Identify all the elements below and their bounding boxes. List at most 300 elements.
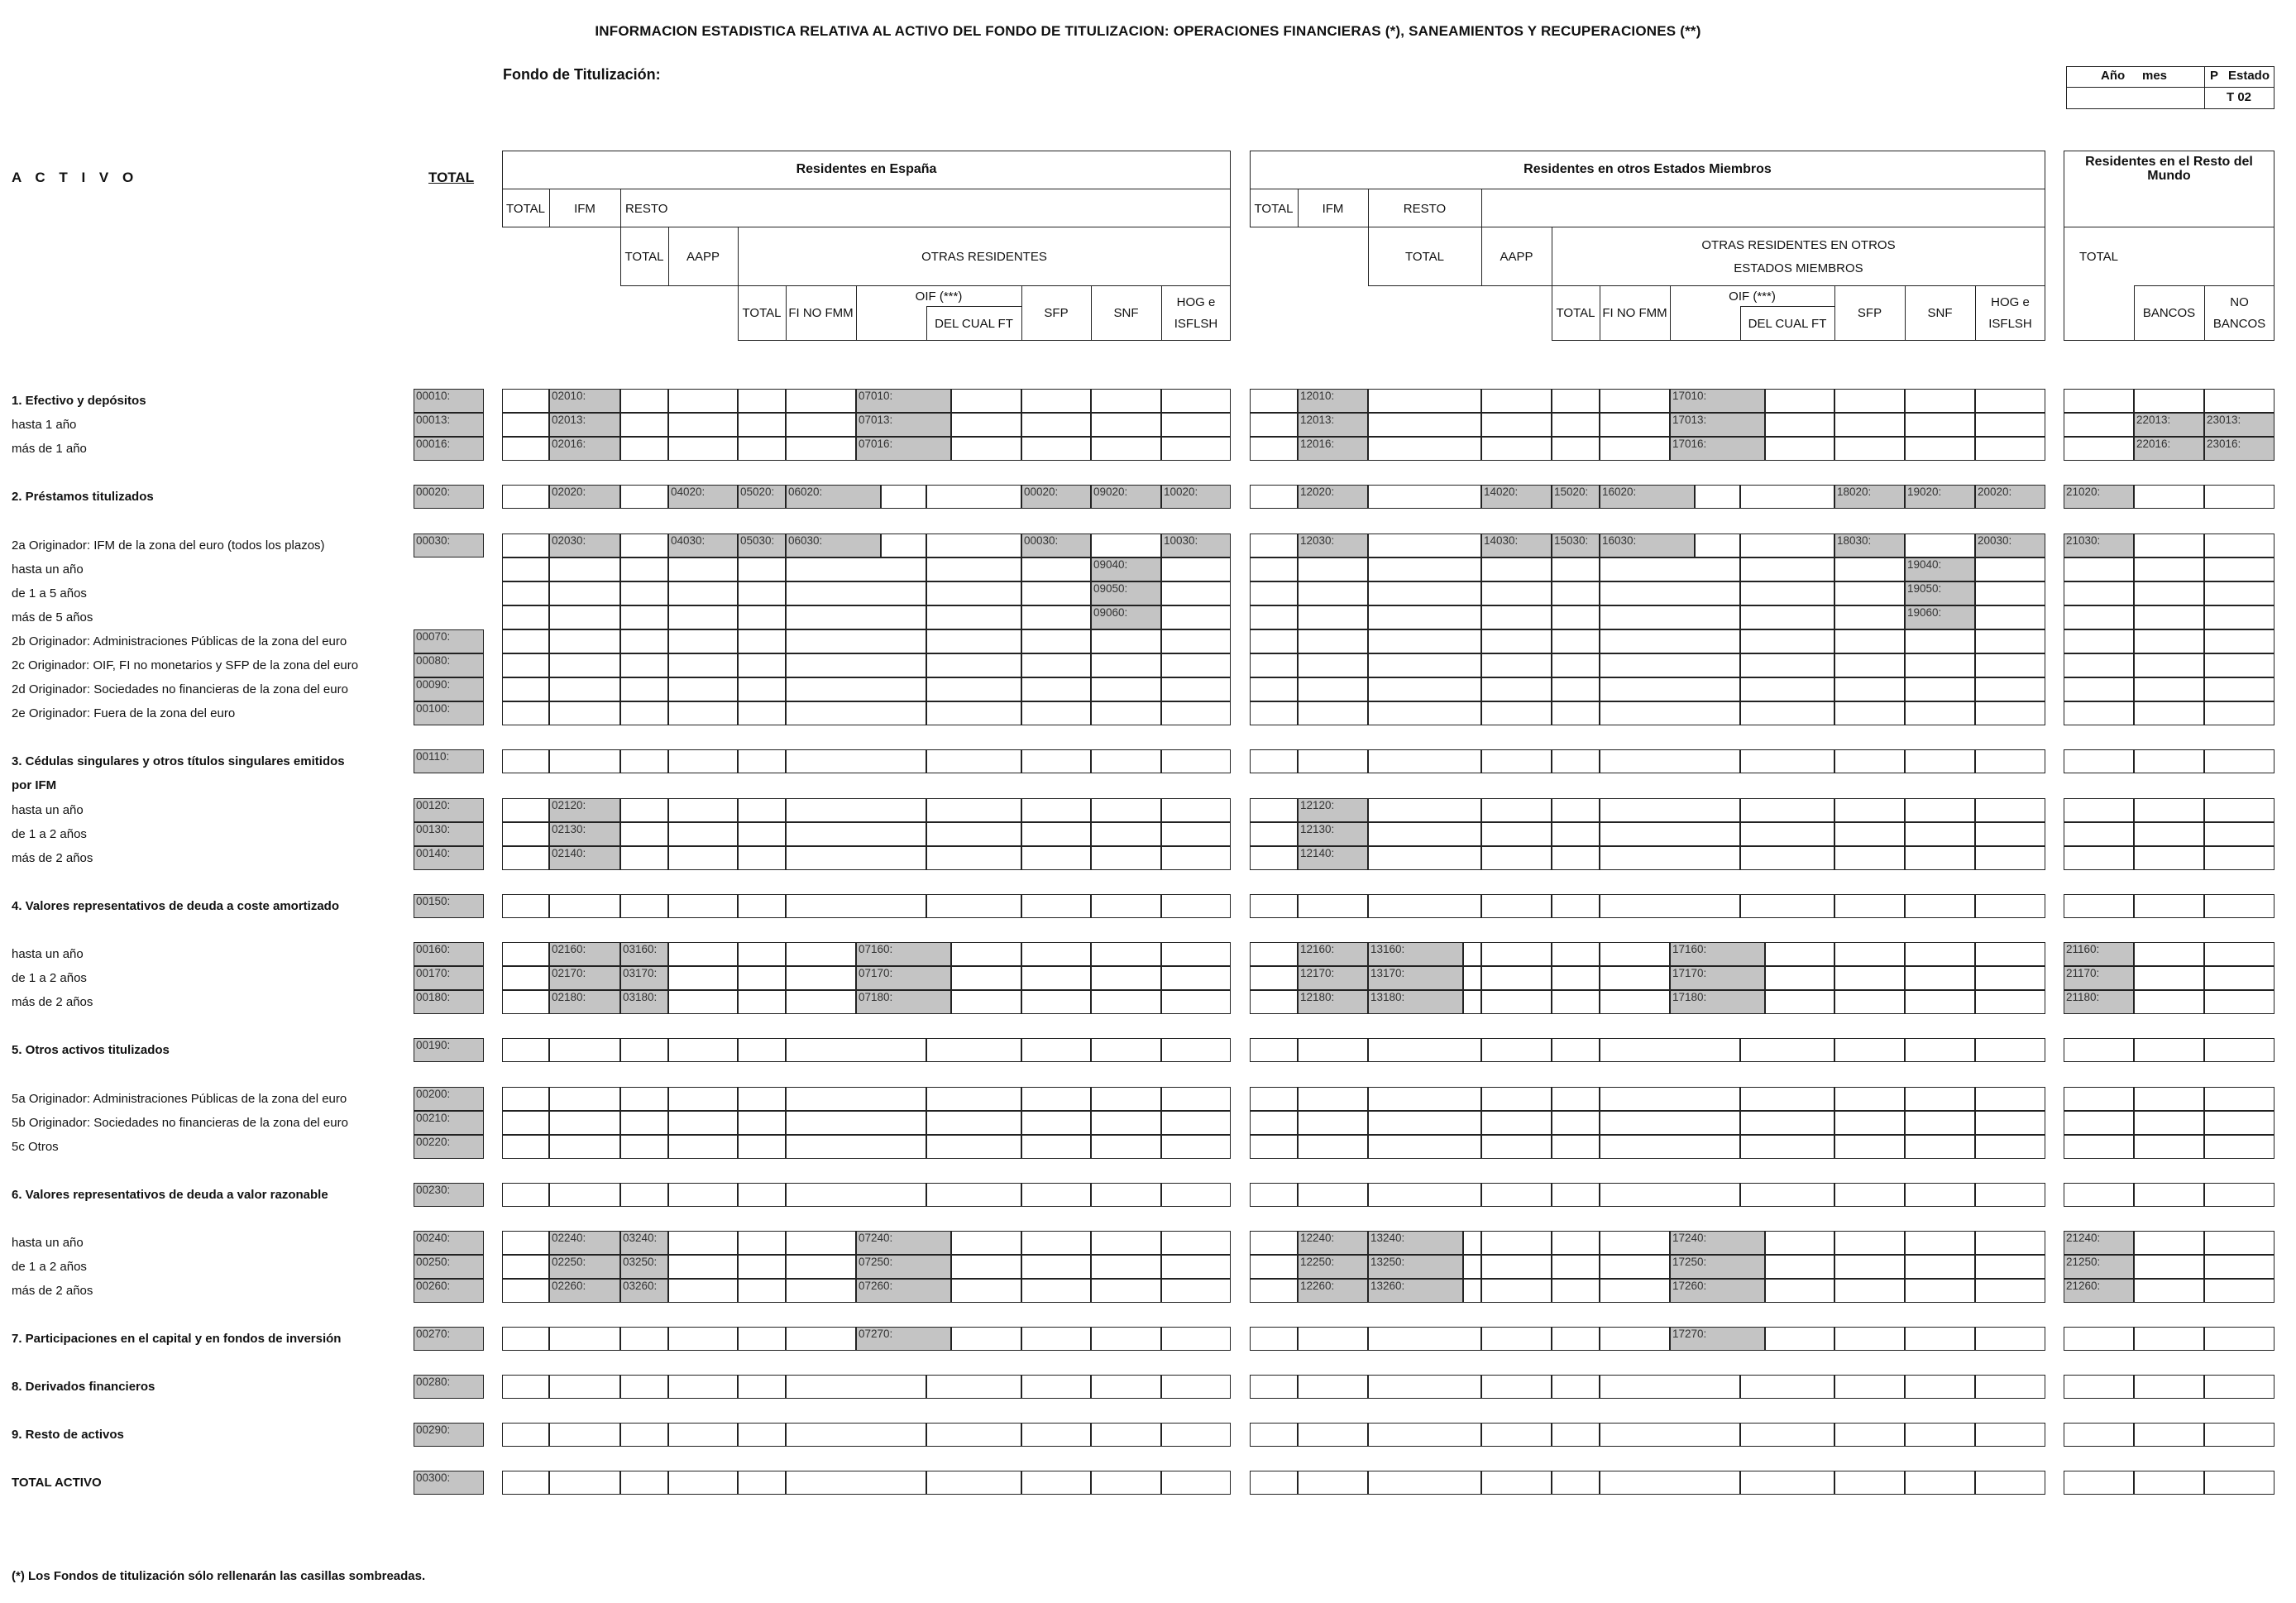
form-cell[interactable]	[786, 942, 856, 966]
form-cell[interactable]	[1161, 605, 1231, 629]
form-cell[interactable]	[2064, 1183, 2134, 1207]
form-cell[interactable]	[620, 822, 668, 846]
form-cell[interactable]	[926, 629, 1021, 653]
row-code-cell[interactable]: 00130:	[414, 822, 484, 846]
form-cell[interactable]: 23016:	[2204, 437, 2274, 461]
form-cell[interactable]: 15020:	[1552, 485, 1600, 509]
form-cell[interactable]	[1600, 653, 1740, 677]
form-cell[interactable]	[668, 413, 738, 437]
form-cell[interactable]: 13160:	[1368, 942, 1463, 966]
form-cell[interactable]	[1740, 1087, 1834, 1111]
form-cell[interactable]	[1298, 1471, 1368, 1495]
form-cell[interactable]	[1250, 798, 1298, 822]
form-cell[interactable]: 19020:	[1905, 485, 1975, 509]
form-cell[interactable]	[1368, 629, 1481, 653]
form-cell[interactable]	[2064, 605, 2134, 629]
row-code-cell[interactable]: 00150:	[414, 894, 484, 918]
form-cell[interactable]	[1834, 846, 1905, 870]
form-cell[interactable]	[1600, 894, 1740, 918]
form-cell[interactable]	[620, 894, 668, 918]
form-cell[interactable]: 17010:	[1670, 389, 1765, 413]
form-cell[interactable]	[1250, 1423, 1298, 1447]
form-cell[interactable]	[1250, 942, 1298, 966]
form-cell[interactable]: 12020:	[1298, 485, 1368, 509]
form-cell[interactable]	[1368, 1375, 1481, 1399]
form-cell[interactable]	[1091, 846, 1161, 870]
form-cell[interactable]	[786, 749, 926, 773]
form-cell[interactable]	[668, 677, 738, 701]
form-cell[interactable]	[1368, 894, 1481, 918]
form-cell[interactable]	[1975, 1135, 2045, 1159]
form-cell[interactable]: 02020:	[549, 485, 620, 509]
form-cell[interactable]: 16020:	[1600, 485, 1695, 509]
form-cell[interactable]	[786, 990, 856, 1014]
form-cell[interactable]	[1975, 822, 2045, 846]
form-cell[interactable]	[1161, 749, 1231, 773]
form-cell[interactable]: 22016:	[2134, 437, 2204, 461]
form-cell[interactable]	[1481, 846, 1552, 870]
form-cell[interactable]	[549, 1375, 620, 1399]
form-cell[interactable]	[1740, 1183, 1834, 1207]
form-cell[interactable]: 05020:	[738, 485, 786, 509]
form-cell[interactable]	[549, 1471, 620, 1495]
form-cell[interactable]: 17270:	[1670, 1327, 1765, 1351]
form-cell[interactable]	[1600, 1423, 1740, 1447]
form-cell[interactable]	[1600, 677, 1740, 701]
form-cell[interactable]	[1091, 990, 1161, 1014]
row-code-cell[interactable]: 00210:	[414, 1111, 484, 1135]
form-cell[interactable]	[1481, 990, 1552, 1014]
form-cell[interactable]	[1600, 1231, 1670, 1255]
form-cell[interactable]	[620, 629, 668, 653]
form-cell[interactable]	[738, 822, 786, 846]
row-code-cell[interactable]: 00270:	[414, 1327, 484, 1351]
form-cell[interactable]	[1695, 485, 1740, 509]
form-cell[interactable]	[738, 1087, 786, 1111]
form-cell[interactable]	[926, 1375, 1021, 1399]
form-cell[interactable]	[951, 990, 1021, 1014]
form-cell[interactable]	[786, 605, 926, 629]
form-cell[interactable]	[1834, 605, 1905, 629]
form-cell[interactable]	[1765, 413, 1834, 437]
form-cell[interactable]	[2064, 677, 2134, 701]
form-cell[interactable]: 12140:	[1298, 846, 1368, 870]
form-cell[interactable]	[2134, 1111, 2204, 1135]
form-cell[interactable]	[786, 1279, 856, 1303]
form-cell[interactable]	[951, 389, 1021, 413]
form-cell[interactable]	[668, 1279, 738, 1303]
form-cell[interactable]	[738, 437, 786, 461]
form-cell[interactable]	[2204, 581, 2274, 605]
form-cell[interactable]: 12250:	[1298, 1255, 1368, 1279]
form-cell[interactable]	[2204, 1327, 2274, 1351]
form-cell[interactable]: 21180:	[2064, 990, 2134, 1014]
form-cell[interactable]	[549, 1183, 620, 1207]
form-cell[interactable]	[2064, 894, 2134, 918]
form-cell[interactable]	[668, 1135, 738, 1159]
form-cell[interactable]	[502, 822, 549, 846]
form-cell[interactable]	[1834, 437, 1905, 461]
form-cell[interactable]	[1740, 557, 1834, 581]
form-cell[interactable]	[1552, 1111, 1600, 1135]
form-cell[interactable]	[1552, 1183, 1600, 1207]
form-cell[interactable]	[2134, 1327, 2204, 1351]
form-cell[interactable]	[502, 942, 549, 966]
form-cell[interactable]	[1905, 653, 1975, 677]
form-cell[interactable]	[1905, 1038, 1975, 1062]
form-cell[interactable]	[1161, 437, 1231, 461]
form-cell[interactable]: 07013:	[856, 413, 951, 437]
form-cell[interactable]: 22013:	[2134, 413, 2204, 437]
form-cell[interactable]	[1250, 1231, 1298, 1255]
form-cell[interactable]	[502, 437, 549, 461]
form-cell[interactable]	[1021, 1183, 1091, 1207]
form-cell[interactable]	[786, 653, 926, 677]
form-cell[interactable]	[951, 1327, 1021, 1351]
form-cell[interactable]: 17180:	[1670, 990, 1765, 1014]
form-cell[interactable]	[549, 701, 620, 725]
form-cell[interactable]	[1091, 894, 1161, 918]
form-cell[interactable]	[1091, 1183, 1161, 1207]
form-cell[interactable]	[1368, 557, 1481, 581]
form-cell[interactable]	[1298, 1183, 1368, 1207]
form-cell[interactable]	[1368, 653, 1481, 677]
form-cell[interactable]: 12160:	[1298, 942, 1368, 966]
form-cell[interactable]	[738, 389, 786, 413]
form-cell[interactable]	[926, 1038, 1021, 1062]
form-cell[interactable]	[2134, 1087, 2204, 1111]
form-cell[interactable]	[951, 1255, 1021, 1279]
form-cell[interactable]: 07240:	[856, 1231, 951, 1255]
form-cell[interactable]	[1834, 990, 1905, 1014]
form-cell[interactable]	[1091, 653, 1161, 677]
form-cell[interactable]: 02010:	[549, 389, 620, 413]
form-cell[interactable]	[2134, 1471, 2204, 1495]
form-cell[interactable]	[926, 1111, 1021, 1135]
form-cell[interactable]	[1161, 846, 1231, 870]
form-cell[interactable]	[668, 1327, 738, 1351]
form-cell[interactable]	[1250, 1111, 1298, 1135]
form-cell[interactable]: 02260:	[549, 1279, 620, 1303]
form-cell[interactable]	[1905, 846, 1975, 870]
form-cell[interactable]	[1552, 557, 1600, 581]
form-cell[interactable]	[951, 942, 1021, 966]
form-cell[interactable]: 02016:	[549, 437, 620, 461]
form-cell[interactable]: 02130:	[549, 822, 620, 846]
form-cell[interactable]	[2134, 389, 2204, 413]
form-cell[interactable]	[786, 894, 926, 918]
row-code-cell[interactable]: 00030:	[414, 534, 484, 557]
form-cell[interactable]	[1481, 1087, 1552, 1111]
form-cell[interactable]	[1091, 749, 1161, 773]
form-cell[interactable]	[1552, 437, 1600, 461]
form-cell[interactable]	[1298, 701, 1368, 725]
form-cell[interactable]	[1834, 1231, 1905, 1255]
row-code-cell[interactable]: 00110:	[414, 749, 484, 773]
form-cell[interactable]	[1600, 437, 1670, 461]
form-cell[interactable]	[2064, 581, 2134, 605]
form-cell[interactable]	[668, 894, 738, 918]
form-cell[interactable]	[1368, 1135, 1481, 1159]
form-cell[interactable]	[1298, 1375, 1368, 1399]
form-cell[interactable]	[1975, 1183, 2045, 1207]
form-cell[interactable]	[1834, 1327, 1905, 1351]
form-cell[interactable]: 10020:	[1161, 485, 1231, 509]
form-cell[interactable]	[1552, 413, 1600, 437]
form-cell[interactable]	[1298, 749, 1368, 773]
form-cell[interactable]	[620, 701, 668, 725]
form-cell[interactable]	[1463, 1279, 1481, 1303]
form-cell[interactable]	[2064, 437, 2134, 461]
form-cell[interactable]: 17260:	[1670, 1279, 1765, 1303]
form-cell[interactable]	[1368, 1423, 1481, 1447]
form-cell[interactable]	[1765, 942, 1834, 966]
form-cell[interactable]	[620, 798, 668, 822]
form-cell[interactable]	[1250, 605, 1298, 629]
form-cell[interactable]	[2134, 966, 2204, 990]
form-cell[interactable]	[1463, 1231, 1481, 1255]
form-cell[interactable]	[2134, 1423, 2204, 1447]
form-cell[interactable]	[881, 485, 926, 509]
row-code-cell[interactable]: 00250:	[414, 1255, 484, 1279]
form-cell[interactable]: 07010:	[856, 389, 951, 413]
form-cell[interactable]	[1975, 1231, 2045, 1255]
form-cell[interactable]	[1250, 1183, 1298, 1207]
form-cell[interactable]	[1834, 1471, 1905, 1495]
form-cell[interactable]	[1600, 1327, 1670, 1351]
form-cell[interactable]	[549, 1327, 620, 1351]
form-cell[interactable]	[1368, 1327, 1481, 1351]
form-cell[interactable]: 13180:	[1368, 990, 1463, 1014]
form-cell[interactable]	[1552, 966, 1600, 990]
form-cell[interactable]	[1600, 798, 1740, 822]
form-cell[interactable]	[1368, 485, 1481, 509]
form-cell[interactable]	[1021, 798, 1091, 822]
form-cell[interactable]	[1021, 1087, 1091, 1111]
form-cell[interactable]	[1740, 822, 1834, 846]
form-cell[interactable]	[1021, 389, 1091, 413]
form-cell[interactable]	[1905, 894, 1975, 918]
form-cell[interactable]	[1021, 1423, 1091, 1447]
row-code-cell[interactable]: 00280:	[414, 1375, 484, 1399]
form-cell[interactable]: 18030:	[1834, 534, 1905, 557]
form-cell[interactable]	[502, 605, 549, 629]
form-cell[interactable]	[1250, 990, 1298, 1014]
form-cell[interactable]	[738, 798, 786, 822]
form-cell[interactable]	[786, 1231, 856, 1255]
form-cell[interactable]	[1695, 534, 1740, 557]
form-cell[interactable]	[1481, 1375, 1552, 1399]
form-cell[interactable]	[1765, 1327, 1834, 1351]
form-cell[interactable]	[1021, 437, 1091, 461]
form-cell[interactable]: 12180:	[1298, 990, 1368, 1014]
row-code-cell[interactable]: 00230:	[414, 1183, 484, 1207]
form-cell[interactable]	[502, 1183, 549, 1207]
form-cell[interactable]: 05030:	[738, 534, 786, 557]
form-cell[interactable]	[951, 1231, 1021, 1255]
form-cell[interactable]	[502, 557, 549, 581]
form-cell[interactable]	[926, 798, 1021, 822]
form-cell[interactable]	[1021, 629, 1091, 653]
form-cell[interactable]	[1481, 413, 1552, 437]
form-cell[interactable]	[2134, 1183, 2204, 1207]
form-cell[interactable]	[1740, 629, 1834, 653]
form-cell[interactable]	[668, 1111, 738, 1135]
form-cell[interactable]	[1481, 605, 1552, 629]
form-cell[interactable]	[1600, 701, 1740, 725]
form-cell[interactable]	[1834, 1279, 1905, 1303]
form-cell[interactable]: 02030:	[549, 534, 620, 557]
form-cell[interactable]	[1834, 629, 1905, 653]
form-cell[interactable]	[1091, 1135, 1161, 1159]
form-cell[interactable]	[786, 1375, 926, 1399]
form-cell[interactable]: 17160:	[1670, 942, 1765, 966]
form-cell[interactable]	[668, 822, 738, 846]
form-cell[interactable]	[1552, 1423, 1600, 1447]
form-cell[interactable]	[738, 1279, 786, 1303]
form-cell[interactable]: 19050:	[1905, 581, 1975, 605]
form-cell[interactable]	[549, 1423, 620, 1447]
row-code-cell[interactable]: 00070:	[414, 629, 484, 653]
form-cell[interactable]	[2064, 1471, 2134, 1495]
form-cell[interactable]	[502, 894, 549, 918]
form-cell[interactable]: 02180:	[549, 990, 620, 1014]
form-cell[interactable]	[620, 1183, 668, 1207]
form-cell[interactable]	[1834, 1255, 1905, 1279]
row-code-cell[interactable]: 00190:	[414, 1038, 484, 1062]
form-cell[interactable]	[1600, 389, 1670, 413]
form-cell[interactable]	[1834, 701, 1905, 725]
form-cell[interactable]	[1091, 701, 1161, 725]
form-cell[interactable]: 13250:	[1368, 1255, 1463, 1279]
form-cell[interactable]	[1161, 677, 1231, 701]
form-cell[interactable]	[1161, 557, 1231, 581]
form-cell[interactable]	[502, 1471, 549, 1495]
form-cell[interactable]	[2204, 1375, 2274, 1399]
form-cell[interactable]: 21240:	[2064, 1231, 2134, 1255]
form-cell[interactable]: 03170:	[620, 966, 668, 990]
form-cell[interactable]	[1091, 629, 1161, 653]
form-cell[interactable]: 03160:	[620, 942, 668, 966]
form-cell[interactable]	[1368, 846, 1481, 870]
form-cell[interactable]	[1250, 846, 1298, 870]
form-cell[interactable]	[1298, 677, 1368, 701]
form-cell[interactable]: 06020:	[786, 485, 881, 509]
form-cell[interactable]	[1481, 1423, 1552, 1447]
form-cell[interactable]	[2064, 557, 2134, 581]
form-cell[interactable]	[1975, 1423, 2045, 1447]
form-cell[interactable]	[926, 1183, 1021, 1207]
form-cell[interactable]	[2204, 1087, 2274, 1111]
form-cell[interactable]	[1463, 990, 1481, 1014]
form-cell[interactable]	[620, 534, 668, 557]
form-cell[interactable]	[1161, 966, 1231, 990]
form-cell[interactable]	[1298, 605, 1368, 629]
form-cell[interactable]	[1975, 1279, 2045, 1303]
form-cell[interactable]	[620, 389, 668, 413]
form-cell[interactable]	[668, 966, 738, 990]
form-cell[interactable]	[881, 534, 926, 557]
form-cell[interactable]	[1021, 413, 1091, 437]
form-cell[interactable]	[1161, 1111, 1231, 1135]
form-cell[interactable]	[1368, 1038, 1481, 1062]
form-cell[interactable]	[2204, 798, 2274, 822]
form-cell[interactable]	[1552, 581, 1600, 605]
form-cell[interactable]	[2064, 629, 2134, 653]
form-cell[interactable]	[786, 1111, 926, 1135]
form-cell[interactable]	[1481, 1255, 1552, 1279]
form-cell[interactable]	[1975, 1327, 2045, 1351]
form-cell[interactable]	[926, 534, 1021, 557]
form-cell[interactable]	[2134, 629, 2204, 653]
form-cell[interactable]	[738, 1038, 786, 1062]
form-cell[interactable]	[620, 557, 668, 581]
form-cell[interactable]	[1975, 389, 2045, 413]
form-cell[interactable]	[668, 437, 738, 461]
form-cell[interactable]	[738, 1255, 786, 1279]
form-cell[interactable]	[926, 1471, 1021, 1495]
form-cell[interactable]	[1298, 1135, 1368, 1159]
form-cell[interactable]	[1368, 413, 1481, 437]
form-cell[interactable]	[1091, 1279, 1161, 1303]
form-cell[interactable]	[1552, 1471, 1600, 1495]
form-cell[interactable]	[502, 966, 549, 990]
form-cell[interactable]	[620, 581, 668, 605]
form-cell[interactable]	[502, 1327, 549, 1351]
form-cell[interactable]	[1298, 1423, 1368, 1447]
form-cell[interactable]	[1600, 629, 1740, 653]
row-code-cell[interactable]: 00100:	[414, 701, 484, 725]
form-cell[interactable]	[1834, 749, 1905, 773]
form-cell[interactable]	[2204, 1183, 2274, 1207]
form-cell[interactable]	[2134, 1255, 2204, 1279]
form-cell[interactable]	[1905, 942, 1975, 966]
form-cell[interactable]: 12030:	[1298, 534, 1368, 557]
form-cell[interactable]	[1740, 894, 1834, 918]
form-cell[interactable]	[2204, 1423, 2274, 1447]
form-cell[interactable]	[2064, 413, 2134, 437]
form-cell[interactable]	[1552, 1375, 1600, 1399]
form-cell[interactable]	[926, 1087, 1021, 1111]
form-cell[interactable]	[1975, 1111, 2045, 1135]
form-cell[interactable]	[1091, 1255, 1161, 1279]
form-cell[interactable]	[1740, 485, 1834, 509]
form-cell[interactable]	[1021, 966, 1091, 990]
form-cell[interactable]	[738, 1231, 786, 1255]
form-cell[interactable]	[1161, 1135, 1231, 1159]
form-cell[interactable]	[1298, 653, 1368, 677]
form-cell[interactable]	[668, 605, 738, 629]
form-cell[interactable]	[1481, 798, 1552, 822]
form-cell[interactable]: 23013:	[2204, 413, 2274, 437]
form-cell[interactable]	[2204, 749, 2274, 773]
form-cell[interactable]	[1834, 1423, 1905, 1447]
row-code-cell[interactable]: 00170:	[414, 966, 484, 990]
form-cell[interactable]	[1368, 1087, 1481, 1111]
form-cell[interactable]	[1740, 653, 1834, 677]
form-cell[interactable]	[1368, 581, 1481, 605]
form-cell[interactable]	[668, 1038, 738, 1062]
row-code-cell[interactable]: 00260:	[414, 1279, 484, 1303]
form-cell[interactable]	[1834, 557, 1905, 581]
form-cell[interactable]	[2134, 1038, 2204, 1062]
form-cell[interactable]	[1975, 557, 2045, 581]
form-cell[interactable]	[1740, 749, 1834, 773]
form-cell[interactable]	[2134, 605, 2204, 629]
form-cell[interactable]	[1481, 1231, 1552, 1255]
form-cell[interactable]	[1975, 1471, 2045, 1495]
form-cell[interactable]	[786, 1135, 926, 1159]
